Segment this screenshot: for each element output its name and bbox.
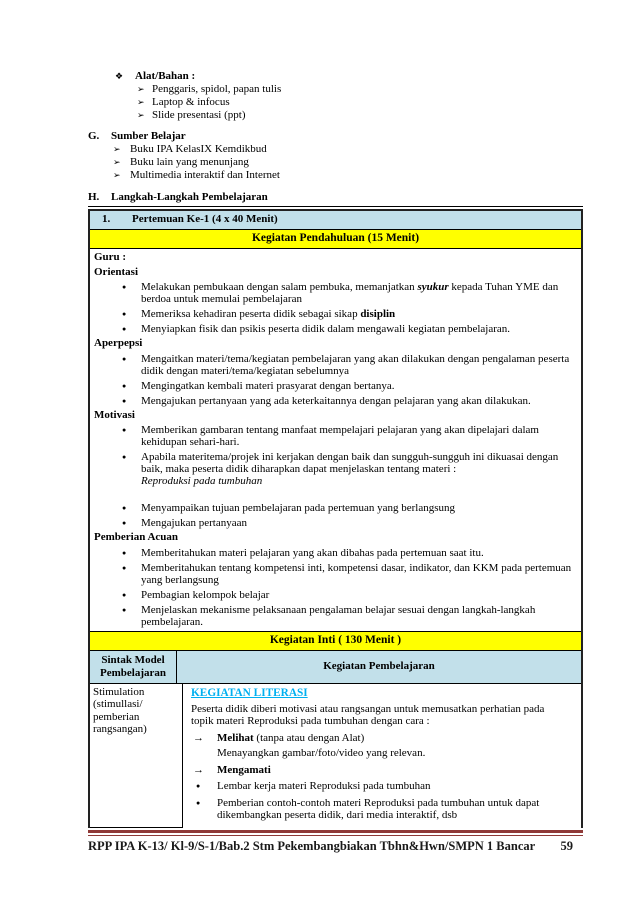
- sumber-belajar-heading: [88, 130, 583, 143]
- dot-bullet-icon: ●: [122, 548, 127, 557]
- dot-bullet-icon: ●: [196, 782, 201, 790]
- kegiatan-column-header: Kegiatan Pembelajaran: [323, 660, 435, 672]
- page-number: 59: [560, 839, 573, 853]
- bullet-text: Mengaitkan materi/tema/kegiatan pembelajaran yang akan dilakukan dengan pengalaman peserta didik dengan materi/tema/kegiatan sebelumnya: [141, 352, 570, 377]
- bullet-text: Menyiapkan fisik dan psikis peserta didik dalam mengawali kegiatan pembelajaran.: [141, 323, 510, 335]
- orientasi-title: Orientasi: [94, 265, 138, 278]
- kegiatan-inti-header-row: Kegiatan Inti ( 130 Menit ): [90, 632, 581, 651]
- pemberian-acuan-title: Pemberian Acuan: [94, 531, 179, 543]
- list-item-text: Slide presentasi (ppt): [152, 109, 246, 121]
- bullet-text: Menyampaikan tujuan pembelajaran pada pertemuan yang berlangsung: [141, 502, 455, 514]
- arrowhead-bullet-icon: ➢: [137, 97, 145, 107]
- page-content: [88, 70, 583, 828]
- dot-item-text: Lembar kerja materi Reproduksi pada tumbuhan: [217, 780, 431, 792]
- footer-document-id: RPP IPA K-13/ Kl-9/S-1/Bab.2 Stm Pekembangbiakan Tbhn&Hwn/SMPN 1 Bancar: [88, 839, 536, 853]
- arrowhead-bullet-icon: ➢: [137, 84, 145, 94]
- bullet-text: [141, 308, 577, 320]
- literasi-intro-paragraph: Peserta didik diberi motivasi atau rangsangan untuk memusatkan perhatian pada topik materi Reproduksi pada tumbuhan dengan cara :: [191, 702, 545, 727]
- bullet-text: Pembagian kelompok belajar: [141, 588, 270, 601]
- arrow-item-text: [217, 732, 364, 745]
- dot-bullet-icon: ●: [122, 590, 127, 599]
- text-part: (tanpa atau dengan Alat): [253, 731, 365, 744]
- dot-item: [193, 797, 567, 822]
- dot-item-text: Pemberian contoh-contoh materi Reproduksi pada tumbuhan untuk dapat dikembangkan peserta didik, dari media interaktif, dsb: [217, 796, 540, 821]
- page-footer: [88, 839, 583, 854]
- bullet-item: [122, 353, 577, 377]
- kegiatan-cell: [183, 684, 581, 828]
- bullet-text: [141, 451, 577, 487]
- bullet-text: Mengajukan pertanyaan: [141, 517, 247, 529]
- section-letter: G.: [88, 130, 100, 142]
- bullet-item: [122, 323, 577, 335]
- arrow-item: [193, 764, 567, 777]
- text-part: Melakukan pembukaan dengan salam pembuka, memanjatkan: [141, 281, 418, 293]
- section-title: Sumber Belajar: [111, 130, 186, 142]
- bullet-text: Memberitahukan tentang kompetensi inti, kompetensi dasar, indikator, dan KKM pada pertemuan yang berlangsung: [141, 561, 572, 586]
- bullet-item: [122, 424, 577, 448]
- list-item-text: Buku IPA KelasIX Kemdikbud: [130, 143, 267, 155]
- list-item-text: Buku lain yang menunjang: [130, 156, 249, 168]
- pendahuluan-body-cell: [90, 249, 581, 632]
- dot-bullet-icon: ●: [122, 354, 127, 363]
- arrowhead-bullet-icon: ➢: [137, 110, 145, 120]
- langkah-heading: [88, 191, 583, 207]
- guru-label: Guru :: [94, 251, 127, 263]
- right-arrow-icon: →: [193, 763, 204, 776]
- dot-bullet-icon: ●: [122, 453, 127, 461]
- list-item-text: Penggaris, spidol, papan tulis: [152, 83, 282, 95]
- bullet-item: [122, 308, 577, 320]
- text-part-emphasis: disiplin: [360, 308, 396, 320]
- text-part-emphasis: syukur: [417, 281, 449, 293]
- dot-bullet-icon: ●: [122, 504, 127, 512]
- dot-bullet-icon: ●: [122, 396, 127, 405]
- section-letter: H.: [88, 191, 100, 203]
- meeting-title: Pertemuan Ke-1 (4 x 40 Menit): [132, 213, 278, 225]
- lesson-steps-table: [88, 209, 583, 828]
- bullet-item: [122, 502, 577, 514]
- footer-thick-rule: [88, 830, 583, 833]
- alat-bahan-label: Alat/Bahan :: [135, 70, 196, 82]
- dot-bullet-icon: ●: [196, 798, 201, 807]
- sintak-column-header: Sintak Model Pembelajaran: [90, 651, 177, 683]
- section-title: Langkah-Langkah Pembelajaran: [111, 191, 268, 203]
- bullet-item: [122, 281, 577, 305]
- dot-bullet-icon: ●: [122, 381, 127, 390]
- list-item: [113, 169, 583, 182]
- bullet-item: [122, 517, 577, 529]
- motivasi-title: Motivasi: [94, 408, 135, 421]
- text-part: Apabila materitema/projek ini kerjakan dengan baik dan sungguh-sungguh ini dikuasai dengan baik, maka peserta didik diharapkan dapat menjelaskan tentang materi :: [141, 451, 559, 475]
- bullet-text: Mengajukan pertanyaan yang ada keterkaitannya dengan pelajaran yang akan dilakukan.: [141, 394, 531, 407]
- list-item-text: Laptop & infocus: [152, 96, 230, 108]
- meeting-header-row: [90, 211, 581, 230]
- list-item: [113, 156, 583, 169]
- list-item: [137, 109, 583, 122]
- list-item-text: Multimedia interaktif dan Internet: [130, 169, 280, 181]
- arrowhead-bullet-icon: ➢: [113, 157, 121, 167]
- diamond-bullet-icon: ❖: [115, 71, 124, 81]
- dot-bullet-icon: ●: [122, 426, 127, 434]
- dot-bullet-icon: ●: [122, 605, 127, 614]
- bullet-item: [122, 589, 577, 601]
- arrowhead-bullet-icon: ➢: [113, 170, 121, 180]
- inti-body-row: [90, 684, 581, 828]
- bullet-item: [122, 395, 577, 407]
- dot-item: [193, 780, 567, 793]
- footer-thin-rule: [88, 835, 583, 836]
- dot-bullet-icon: ●: [122, 325, 127, 333]
- bullet-item: [122, 380, 577, 392]
- sumber-belajar-list: [88, 143, 583, 182]
- list-item: [137, 96, 583, 109]
- meeting-number: 1.: [102, 213, 111, 225]
- arrowhead-bullet-icon: ➢: [113, 144, 121, 154]
- text-part: Memeriksa kehadiran peserta didik sebagai sikap: [141, 308, 361, 320]
- bullet-text: Memberitahukan materi pelajaran yang akan dibahas pada pertemuan saat itu.: [141, 546, 484, 559]
- text-part-emphasis: Melihat: [217, 731, 254, 744]
- text-part: kepada Tuhan YME dan berdoa untuk memulai pembelajaran: [141, 281, 559, 305]
- bullet-text: Memberikan gambaran tentang manfaat mempelajari pelajaran yang akan dipelajari dalam kehidupan sehari-hari.: [141, 424, 539, 448]
- bullet-text: Menjelaskan mekanisme pelaksanaan pengalaman belajar sesuai dengan langkah-langkah pembelajaran.: [141, 603, 536, 628]
- arrow-item: [193, 732, 567, 745]
- dot-bullet-icon: ●: [122, 283, 127, 291]
- alat-bahan-list: [88, 83, 583, 122]
- dot-bullet-icon: ●: [122, 519, 127, 527]
- bullet-text: [141, 281, 577, 305]
- list-item: [137, 83, 583, 96]
- sintak-cell: Stimulation (stimullasi/ pemberian rangsangan): [90, 684, 183, 828]
- dot-bullet-icon: ●: [122, 310, 127, 318]
- bullet-item: [122, 562, 577, 586]
- kegiatan-literasi-link: KEGIATAN LITERASI: [191, 686, 308, 699]
- melihat-sub-line: Menayangkan gambar/foto/video yang relevan.: [217, 747, 426, 759]
- bullet-text: Mengingatkan kembali materi prasyarat dengan bertanya.: [141, 379, 395, 392]
- right-arrow-icon: →: [193, 731, 204, 744]
- blank-line: [94, 487, 577, 499]
- alat-bahan-heading: [115, 70, 583, 83]
- list-item: [113, 143, 583, 156]
- materi-name-italic: Reproduksi pada tumbuhan: [141, 475, 263, 487]
- dot-bullet-icon: ●: [122, 563, 127, 572]
- arrow-item-text: Mengamati: [217, 763, 271, 776]
- pendahuluan-header-row: Kegiatan Pendahuluan (15 Menit): [90, 230, 581, 249]
- aperpepsi-title: Aperpepsi: [94, 337, 143, 349]
- bullet-item: [122, 451, 577, 487]
- inti-column-header-row: [90, 651, 581, 684]
- bullet-item: [122, 547, 577, 559]
- bullet-item: [122, 604, 577, 628]
